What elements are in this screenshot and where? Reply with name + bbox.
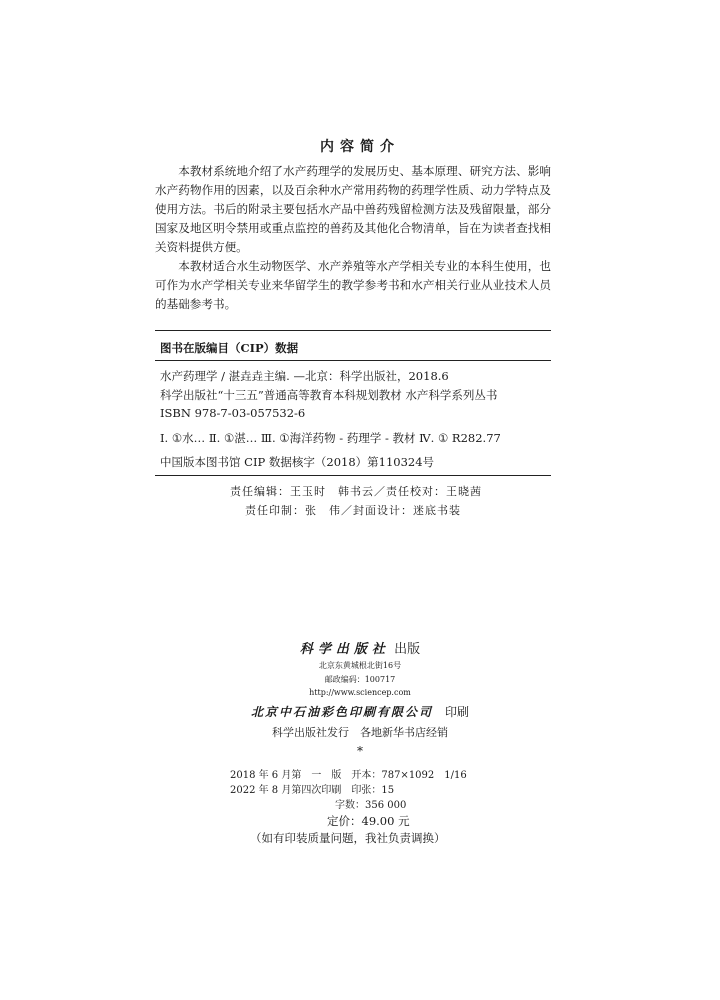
publisher-website: http://www.sciencep.com: [309, 688, 411, 697]
separator-asterisk: *: [357, 744, 363, 758]
summary-paragraph-1: 本教材系统地介绍了水产药理学的发展历史、基本原理、研究方法、影响水产药物作用的因素，以及百余种水产常用药物的药理学性质、动力学特点及使用方法。书后的附录主要包括水产品中兽药残留检测方法及残留限量，部分国家及地区明令禁用或重点监控的兽药及其他化合物清单，旨在为读者查找相关资料提供方便。: [155, 164, 551, 254]
edition-line-1: 2018 年 6 月第 一 版 开本：787×1092 1/16: [230, 770, 467, 781]
publisher-postcode: 邮政编码：100717: [324, 675, 396, 684]
cip-line-classification: Ⅰ. ①水… Ⅱ. ①湛… Ⅲ. ①海洋药物 - 药理学 - 教材 Ⅳ. ① R282.77: [160, 431, 501, 445]
cip-line-record: 中国版本图书馆 CIP 数据核字（2018）第110324号: [160, 455, 435, 469]
summary-title: 内容简介: [320, 139, 400, 155]
staff-line-editors: 责任编辑：王玉时 韩书云／责任校对：王晓茜: [230, 485, 482, 498]
publisher-line: [0, 638, 720, 657]
cip-bottom-rule: [155, 475, 551, 476]
cip-line-isbn: ISBN 978-7-03-057532-6: [160, 406, 306, 420]
printer-line: [0, 703, 720, 720]
quality-notice: （如有印装质量问题，我社负责调换）: [250, 831, 446, 845]
edition-line-2: 2022 年 8 月第四次印刷 印张：15: [230, 785, 395, 796]
publisher-suffix: 出版: [389, 642, 421, 657]
edition-line-3: 字数：356 000: [335, 800, 407, 811]
summary-paragraph-2: 本教材适合水生动物医学、水产养殖等水产学相关专业的本科生使用，也可作为水产学相关专业来华留学生的教学参考书和水产相关行业从业技术人员的基础参考书。: [155, 259, 551, 311]
cip-top-rule: [155, 330, 551, 331]
cip-heading-rule: [155, 360, 551, 361]
cip-line-series: 科学出版社“十三五”普通高等教育本科规划教材 水产科学系列丛书: [160, 388, 498, 402]
cip-line-title: 水产药理学 / 湛垚垚主编. —北京：科学出版社，2018.6: [160, 369, 449, 383]
publisher-name: 科学出版社: [299, 642, 390, 657]
price-label: 定价：49.00 元: [327, 814, 410, 828]
staff-line-production: 责任印制：张 伟／封面设计：迷底书装: [245, 504, 461, 517]
printer-name: 北京中石油彩色印刷有限公司: [250, 705, 433, 719]
printer-suffix: 印刷: [433, 705, 470, 719]
publisher-address: 北京东黄城根北街16号: [318, 661, 402, 670]
cip-heading: 图书在版编目（CIP）数据: [160, 341, 299, 355]
distribution-line: 科学出版社发行 各地新华书店经销: [272, 726, 448, 739]
